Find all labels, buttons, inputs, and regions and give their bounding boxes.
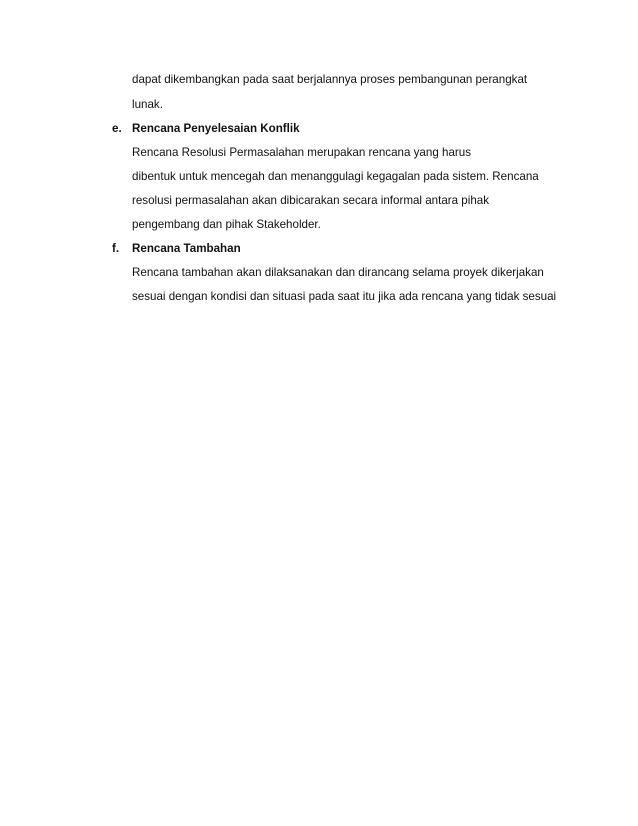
- section-e-heading: Rencana Penyelesaian Konflik: [132, 122, 300, 135]
- section-e-line-1: Rencana Resolusi Permasalahan merupakan rencana yang harus: [132, 146, 471, 159]
- section-e-line-2: dibentuk untuk mencegah dan menanggulagi kegagalan pada sistem. Rencana: [132, 170, 539, 183]
- intro-line-1: dapat dikembangkan pada saat berjalannya proses pembangunan perangkat: [132, 73, 528, 86]
- section-f-line-1: Rencana tambahan akan dilaksanakan dan dirancang selama proyek dikerjakan: [132, 266, 544, 279]
- section-f-line-2: sesuai dengan kondisi dan situasi pada saat itu jika ada rencana yang tidak sesuai: [132, 290, 557, 303]
- section-e-marker: e.: [112, 122, 122, 135]
- section-e-line-4: pengembang dan pihak Stakeholder.: [132, 218, 321, 231]
- section-e-line-3: resolusi permasalahan akan dibicarakan secara informal antara pihak: [132, 194, 490, 207]
- section-f-marker: f.: [112, 242, 120, 255]
- section-f-heading: Rencana Tambahan: [132, 242, 241, 255]
- intro-line-2: lunak.: [132, 98, 163, 111]
